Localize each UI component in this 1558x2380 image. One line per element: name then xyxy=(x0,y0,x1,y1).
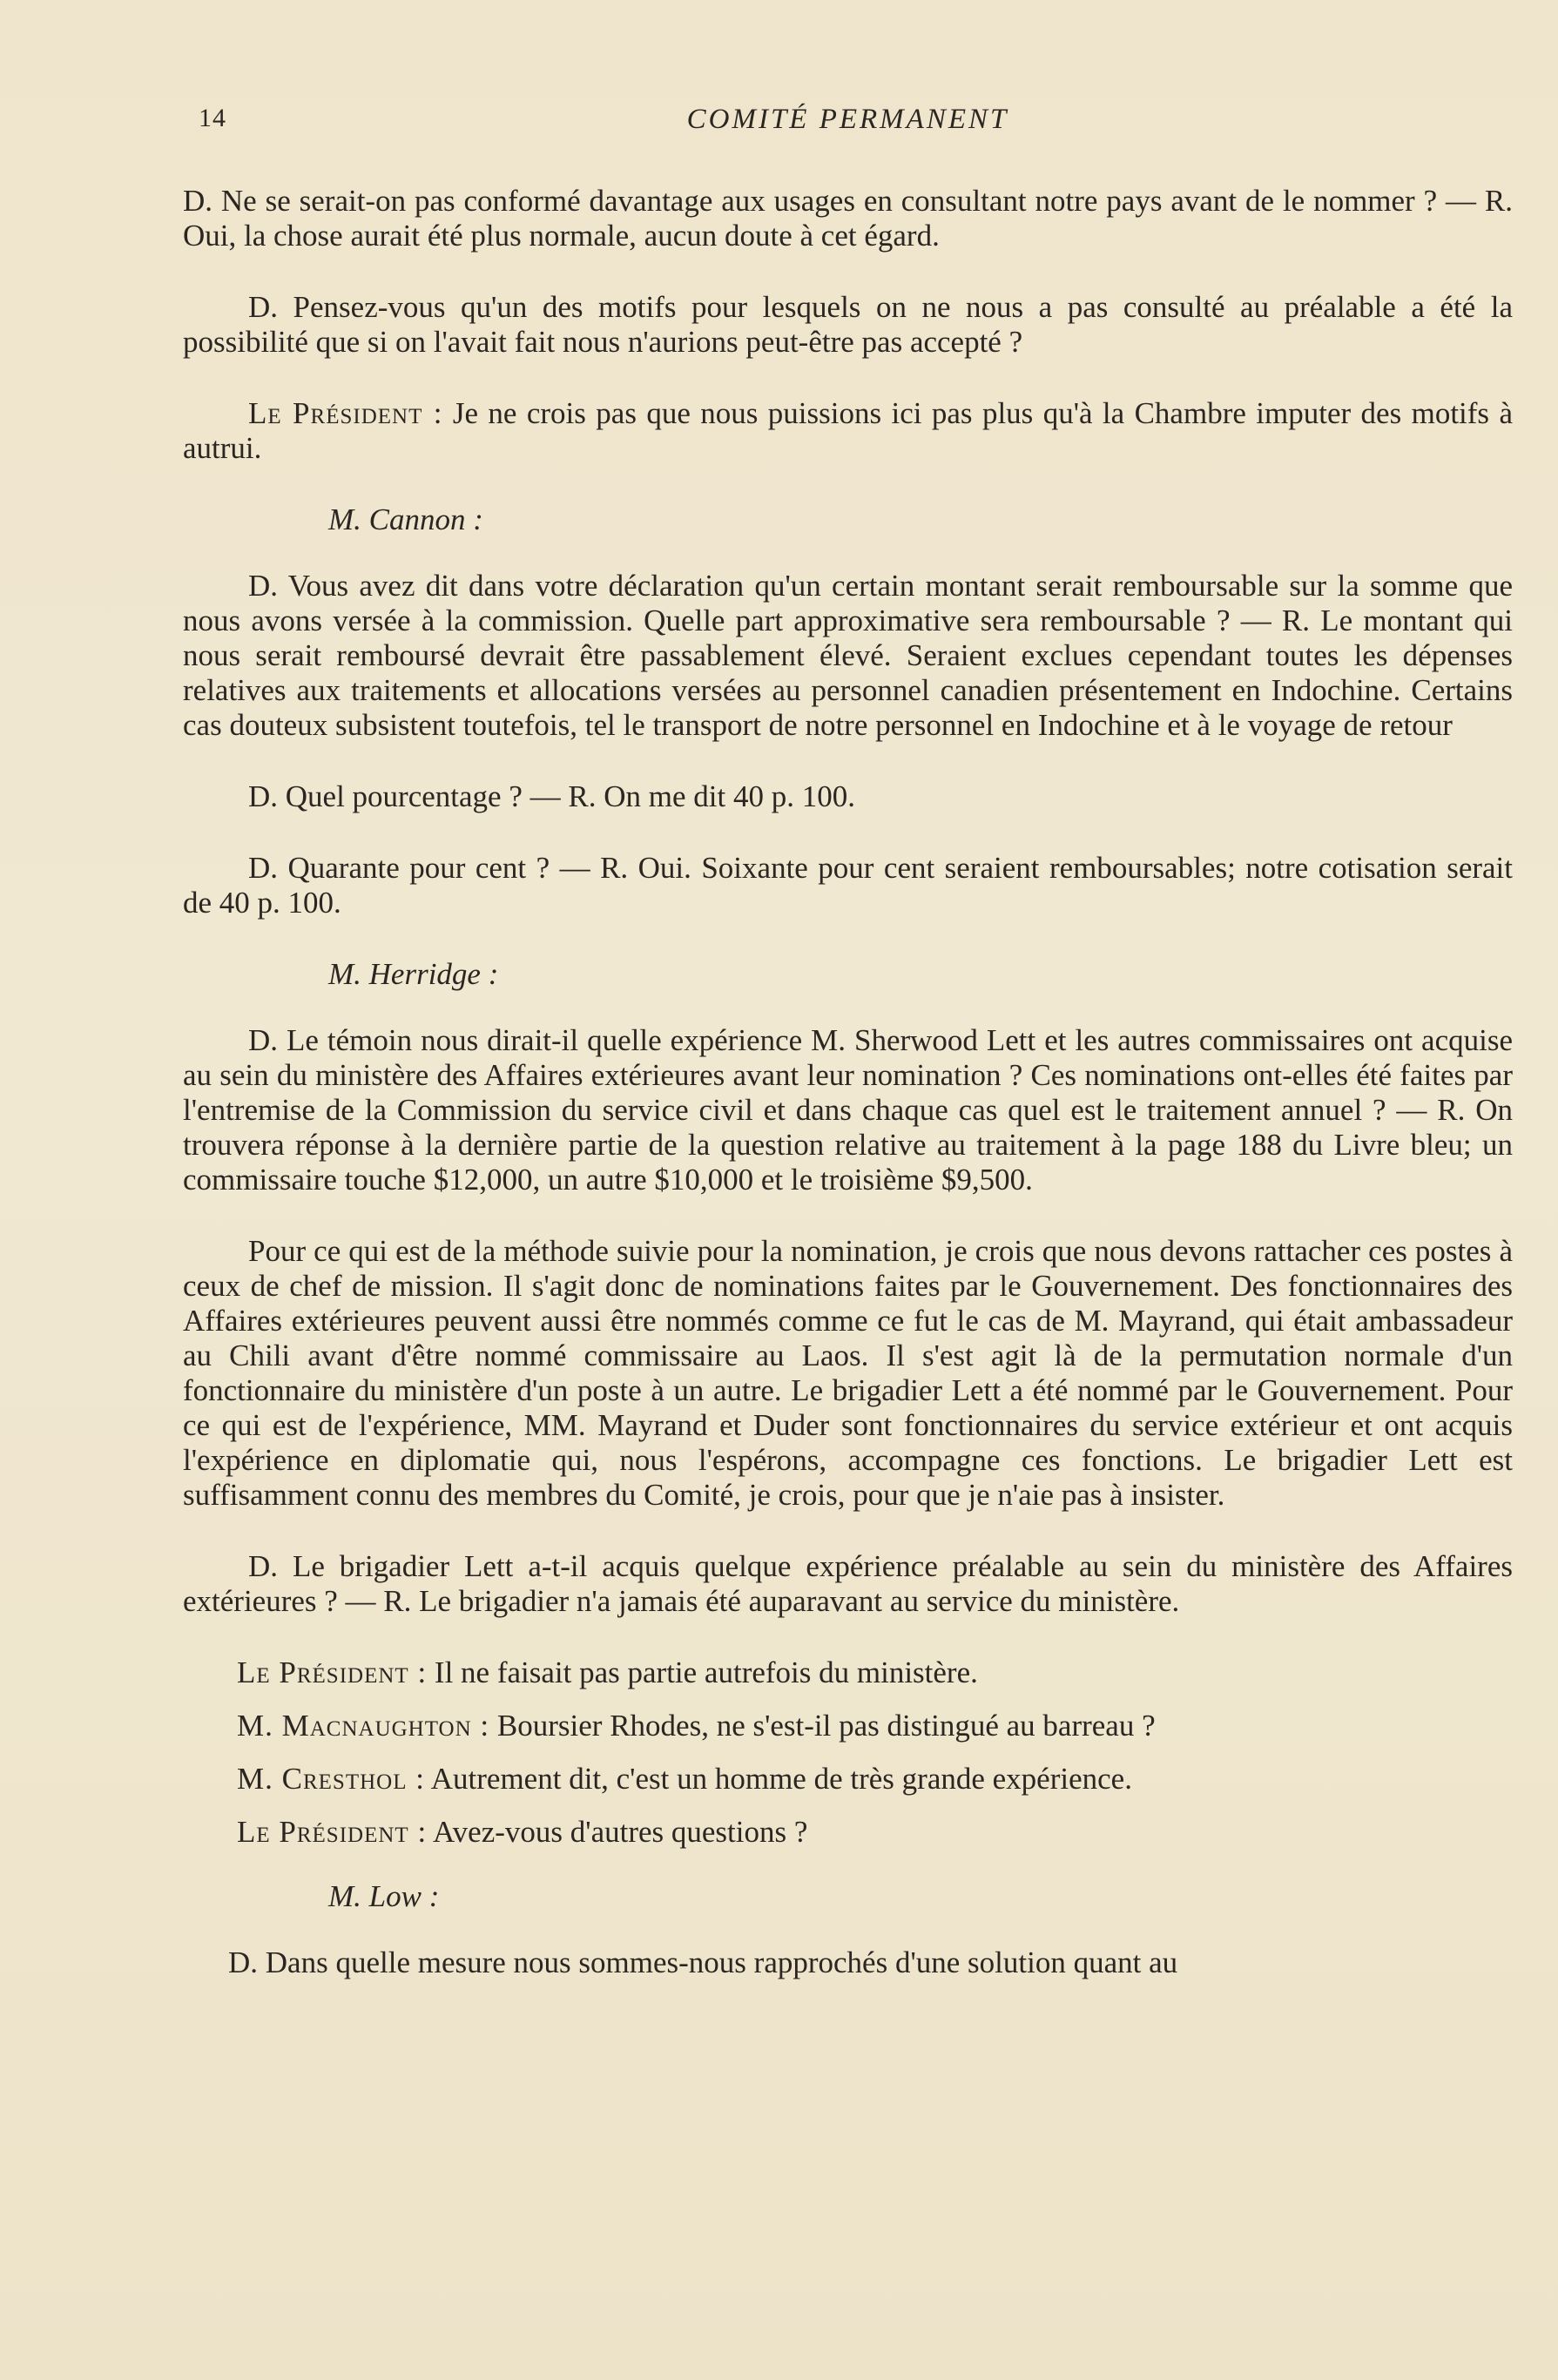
document-body xyxy=(183,184,1513,1980)
speaker-heading-low: M. Low : xyxy=(328,1879,440,1913)
president-remark xyxy=(183,396,1513,466)
answer-continuation-paragraph: Pour ce qui est de la méthode suivie pour la nomination, je crois que nous devons rattacher ces postes à ceux de chef de mission. Il s'agit donc de nominations faites par le Gouvernement. Des fonctionnaires des Affaires extérieures peuvent aussi être nommés comme ce fut le cas de M. Mayrand, qui était ambassadeur au Chili avant d'être nommé commissaire au Laos. Il s'est agit là de la permutation normale d'un fonctionnaire du ministère d'un poste à un autre. Le brigadier Lett a été nommé par le Gouvernement. Pour ce qui est de l'expérience, MM. Mayrand et Duder sont fonctionnaires du service extérieur et ont acquis l'expérience en diplomatie qui, nous l'espérons, accompagne ces fonctions. Le brigadier Lett est suffisamment connu des membres du Comité, je crois, pour que je n'aie pas à insister. xyxy=(183,1234,1513,1512)
dialogue-line xyxy=(237,1762,1513,1797)
committee-dialogue xyxy=(237,1655,1513,1850)
speaker-heading-herridge: M. Herridge : xyxy=(328,957,499,991)
page-number: 14 xyxy=(199,104,226,132)
speech-text: Il ne faisait pas partie autrefois du ministère. xyxy=(427,1655,978,1689)
page-title: COMITÉ PERMANENT xyxy=(686,104,1009,135)
question-answer-paragraph: D. Le témoin nous dirait-il quelle expérience M. Sherwood Lett et les autres commissaires ont acquise au sein du ministère des Affaires extérieures avant leur nomination ? Ces nominations ont-elles été faites par l'entremise de la Commission du service civil et dans chaque cas quel est le traitement annuel ? — R. On trouvera réponse à la dernière partie de la question relative au traitement à la page 188 du Livre bleu; un commissaire touche $12,000, un autre $10,000 et le troisième $9,500. xyxy=(183,1023,1513,1197)
speech-text: Boursier Rhodes, ne s'est-il pas distingué au barreau ? xyxy=(489,1709,1156,1743)
question-answer-paragraph: D. Ne se serait-on pas conformé davantage aux usages en consultant notre pays avant de le nommer ? — R. Oui, la chose aurait été plus normale, aucun doute à cet égard. xyxy=(183,184,1513,253)
running-head xyxy=(183,91,1513,152)
question-answer-paragraph: D. Vous avez dit dans votre déclaration qu'un certain montant serait remboursable sur la somme que nous avons versée à la commission. Quelle part approximative sera remboursable ? — R. Le montant qui nous serait remboursé devrait être passablement élevé. Seraient exclues cependant toutes les dépenses relatives aux traitements et allocations versées au personnel canadien présentement en Indochine. Certains cas douteux subsistent toutefois, tel le transport de notre personnel en Indochine et à le voyage de retour xyxy=(183,569,1513,742)
speaker-label: M. Cresthol : xyxy=(237,1762,425,1796)
final-question-line: D. Dans quelle mesure nous sommes-nous rapprochés d'une solution quant au xyxy=(228,1945,1178,1979)
question-answer-paragraph: D. Quel pourcentage ? — R. On me dit 40 p. 100. xyxy=(248,779,855,813)
dialogue-line xyxy=(237,1815,1513,1850)
speaker-label: Le Président : xyxy=(237,1655,428,1689)
question-answer-paragraph: D. Le brigadier Lett a-t-il acquis quelque expérience préalable au sein du ministère des Affaires extérieures ? — R. Le brigadier n'a jamais été auparavant au service du ministère. xyxy=(183,1549,1513,1618)
speaker-heading-cannon: M. Cannon : xyxy=(328,502,483,536)
speaker-label: Le Président : xyxy=(248,396,443,430)
dialogue-line xyxy=(237,1655,1513,1690)
speaker-label: Le Président : xyxy=(237,1815,428,1849)
dialogue-line xyxy=(237,1709,1513,1743)
question-answer-paragraph: D. Quarante pour cent ? — R. Oui. Soixante pour cent seraient remboursables; notre cotisation serait de 40 p. 100. xyxy=(183,851,1513,920)
question-paragraph: D. Pensez-vous qu'un des motifs pour lesquels on ne nous a pas consulté au préalable a été la possibilité que si on l'avait fait nous n'aurions peut-être pas accepté ? xyxy=(183,290,1513,359)
speech-text: Avez-vous d'autres questions ? xyxy=(427,1815,808,1849)
speech-text: Je ne crois pas que nous puissions ici pas plus qu'à la Chambre imputer des motifs à autrui. xyxy=(183,396,1513,465)
speech-text: Autrement dit, c'est un homme de très grande expérience. xyxy=(424,1762,1132,1796)
speaker-label: M. Macnaughton : xyxy=(237,1709,490,1743)
